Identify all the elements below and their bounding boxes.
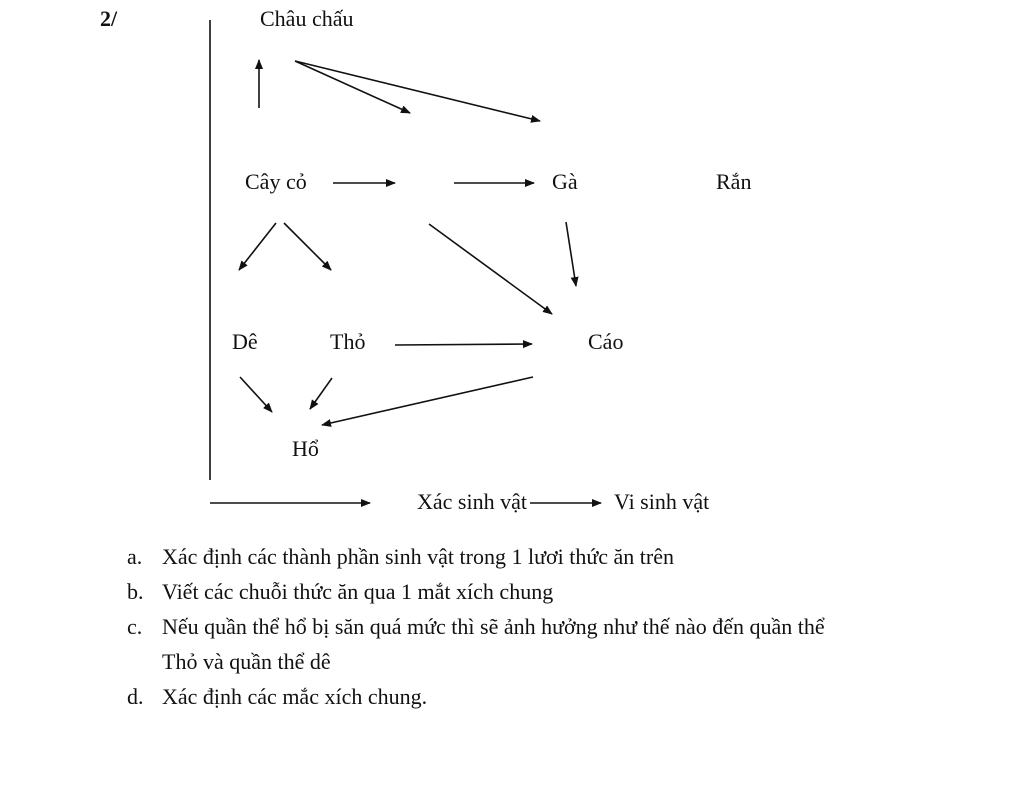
node-cao: Cáo bbox=[588, 329, 624, 354]
question-marker: d. bbox=[127, 684, 144, 709]
question-marker: c. bbox=[127, 614, 143, 639]
question-text: Xác định các thành phần sinh vật trong 1 lươi thức ăn trên bbox=[162, 544, 675, 569]
question-text: Viết các chuỗi thức ăn qua 1 mắt xích chung bbox=[162, 579, 554, 604]
node-tho: Thỏ bbox=[330, 329, 366, 354]
node-vi-sinh-vat: Vi sinh vật bbox=[614, 489, 710, 514]
arrow-chauchau-ga bbox=[295, 61, 540, 121]
arrow-blank-cao bbox=[429, 224, 552, 314]
node-chau-chau: Châu chấu bbox=[260, 6, 354, 31]
arrow-cayco-de bbox=[239, 223, 276, 270]
question-marker: a. bbox=[127, 544, 143, 569]
node-ho: Hổ bbox=[292, 436, 319, 461]
arrow-cayco-tho bbox=[284, 223, 331, 270]
node-ran: Rắn bbox=[716, 169, 752, 194]
node-de: Dê bbox=[232, 329, 258, 354]
arrow-tho-ho bbox=[310, 378, 332, 409]
node-xac-sinh-vat: Xác sinh vật bbox=[417, 489, 527, 514]
arrow-de-ho bbox=[240, 377, 272, 412]
question-d bbox=[127, 684, 987, 710]
question-b bbox=[127, 579, 987, 605]
node-cay-co: Cây cỏ bbox=[245, 169, 307, 194]
arrow-chauchau-mid bbox=[295, 61, 410, 113]
question-c bbox=[127, 614, 987, 676]
arrow-ga-cao bbox=[566, 222, 576, 286]
problem-number: 2/ bbox=[100, 6, 118, 31]
question-text-continuation: Thỏ và quần thể dê bbox=[162, 649, 331, 674]
question-a bbox=[127, 544, 987, 570]
node-ga: Gà bbox=[552, 169, 578, 194]
arrow-tho-cao bbox=[395, 344, 532, 345]
arrow-cao-ho bbox=[322, 377, 533, 425]
question-text: Nếu quần thể hổ bị săn quá mức thì sẽ ảnh hưởng như thế nào đến quần thể bbox=[162, 614, 825, 639]
question-marker: b. bbox=[127, 579, 144, 604]
question-text: Xác định các mắc xích chung. bbox=[162, 684, 428, 709]
